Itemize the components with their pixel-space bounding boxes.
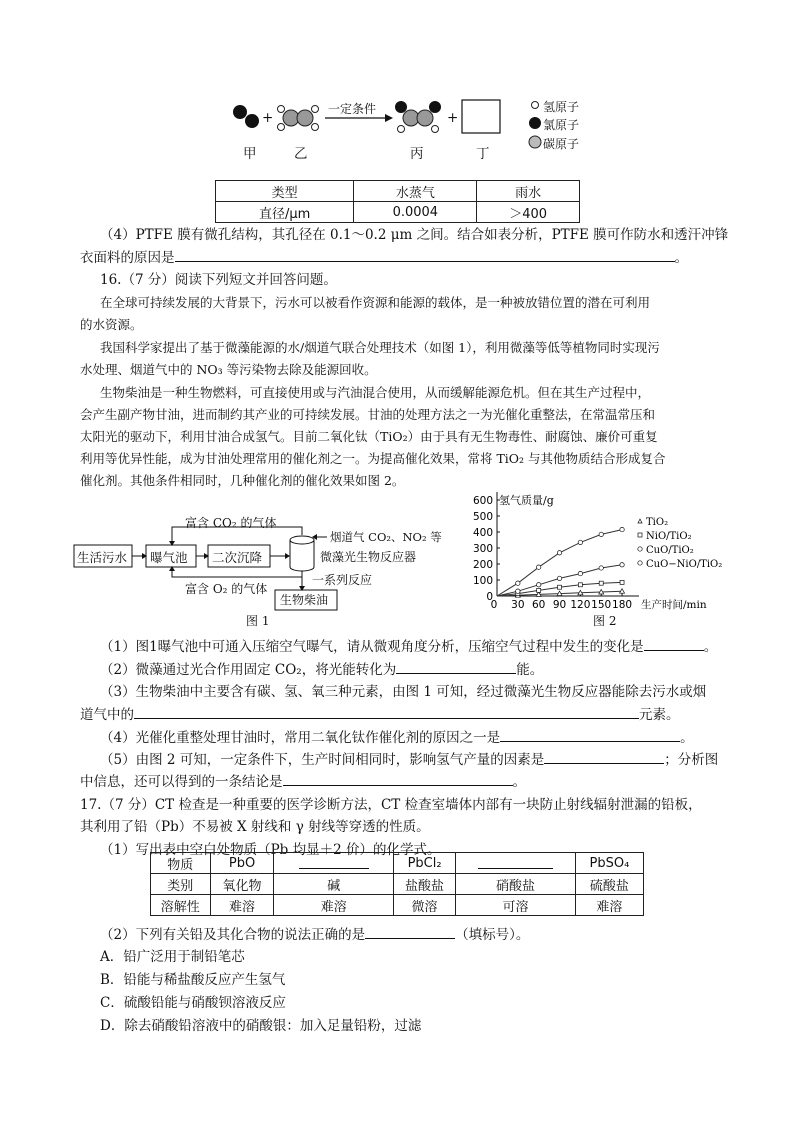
table-cell: 可溶	[456, 895, 576, 916]
data-point	[578, 540, 582, 544]
option-c: C．硫酸铅能与硝酸钡溶液反应	[100, 995, 286, 1011]
q17-q2: （2）下列有关铅及其化合物的说法正确的是 （填标号）。	[100, 924, 754, 945]
table-cell: PbCl₂	[393, 853, 455, 874]
legend-marker	[638, 547, 642, 551]
table-cell: 溶解性	[151, 895, 211, 916]
fig1-caption: 图 1	[246, 614, 270, 628]
label-yi: 乙	[294, 146, 308, 162]
y-tick-label: 500	[472, 511, 493, 523]
answer-blank[interactable]	[134, 704, 639, 719]
q15-4-line2: 衣面料的原因是 。	[80, 247, 754, 268]
q15-4-line1: （4）PTFE 膜有微孔结构，其孔径在 0.1～0.2 μm 之间。结合如表分析，PTFE 膜可作防水和透汗冲锋	[100, 227, 729, 243]
y-tick-label: 400	[472, 527, 493, 539]
x-tick-label: 60	[531, 599, 546, 611]
data-point	[578, 571, 582, 575]
table-cell: 难溶	[575, 895, 643, 916]
table-cell: 硝酸盐	[456, 874, 576, 895]
condition-label: 一定条件	[328, 102, 377, 116]
x-tick-label: 180	[612, 599, 633, 611]
option-d: D．除去硝酸铅溶液中的硝酸银：加入足量铅粉，过滤	[100, 1018, 422, 1034]
plus-2: +	[447, 110, 459, 126]
table-cell: 0.0004	[354, 202, 477, 223]
answer-blank[interactable]	[283, 771, 513, 786]
legend-label: TiO₂	[646, 517, 669, 528]
plus-1: +	[262, 110, 274, 126]
answer-blank[interactable]	[644, 636, 704, 651]
data-point	[536, 565, 540, 569]
q16-q4: （4）光催化重整处理甘油时，常用二氧化钛作催化剂的原因之一是 。	[100, 727, 754, 748]
data-point	[599, 532, 603, 536]
y-tick-label: 200	[472, 559, 493, 571]
q17-q1: （1）写出表中空白处物质（Pb 均显＋2 价）的化学式。	[100, 842, 441, 858]
q16-para1b: 的水资源。	[80, 317, 143, 332]
data-point	[620, 563, 624, 567]
legend-marker	[638, 519, 642, 523]
q16-para3b: 会产生副产物甘油，进而制约其产业的可持续发展。甘油的处理方法之一为光催化重整法，在常温常压和	[80, 407, 656, 422]
fig1-box-sewage: 生活污水	[77, 550, 128, 565]
legend-label: CuO/TiO₂	[646, 545, 694, 556]
legend-hydrogen: 氢原子	[543, 100, 580, 114]
table-header: 类型	[216, 181, 354, 202]
table-cell: 盐酸盐	[393, 874, 455, 895]
data-point	[537, 588, 541, 592]
legend-label: CuO−NiO/TiO₂	[646, 559, 723, 570]
fig1-box-settle: 二次沉降	[212, 550, 263, 565]
data-point	[557, 551, 561, 555]
q16-para3e: 催化剂。其他条件相同时，几种催化剂的催化效果如图 2。	[80, 473, 405, 488]
fig1-o2-gas: 富含 O₂ 的气体	[185, 582, 268, 596]
answer-blank[interactable]	[365, 924, 455, 939]
diameter-table	[215, 180, 580, 223]
fig2-caption: 图 2	[593, 614, 617, 628]
fig1-box-diesel: 生物柴油	[280, 593, 329, 607]
q16-q3b: 道气中的 元素。	[80, 704, 754, 725]
legend-carbon: 碳原子	[543, 137, 580, 151]
q16-q5a: （5）由图 2 可知，一定条件下，生产时间相同时，影响氢气产量的因素是 ；分析图	[100, 749, 754, 770]
q16-q2: （2）微藻通过光合作用固定 CO₂，将光能转化为 能。	[100, 659, 754, 680]
table-cell: 难溶	[274, 895, 394, 916]
option-b: B．铅能与稀盐酸反应产生氢气	[100, 972, 286, 988]
table-cell: 碱	[274, 874, 394, 895]
q16-para2b: 水处理、烟道气中的 NO₃ 等污染物去除及能源回收。	[80, 362, 377, 377]
q17-line1: 17.（7 分）CT 检查是一种重要的医学诊断方法，CT 检查室墙体内部有一块防止射线辐射泄漏的铅板，	[80, 797, 702, 813]
data-point	[516, 581, 520, 585]
table-cell: ＞400	[477, 202, 580, 223]
option-a: A．铅广泛用于制铅笔芯	[100, 949, 245, 965]
table-cell: 硫酸盐	[575, 874, 643, 895]
y-tick-label: 300	[472, 543, 493, 555]
fig1-box-aeration: 曝气池	[150, 550, 188, 565]
x-tick-label: 30	[511, 599, 525, 611]
answer-blank[interactable]	[175, 247, 675, 262]
q16-para3a: 生物柴油是一种生物燃料，可直接使用或与汽油混合使用，从而缓解能源危机。但在其生产过程中，	[100, 385, 651, 400]
y-tick-label: 600	[472, 495, 493, 507]
q16-q3a: （3）生物柴油中主要含有碳、氢、氧三种元素，由图 1 可知，经过微藻光生物反应器能除去污水或烟	[100, 684, 707, 700]
table-header: 水蒸气	[354, 181, 477, 202]
legend-marker	[638, 533, 642, 537]
q16-para3c: 太阳光的驱动下，利用甘油合成氢气。目前二氧化钛（TiO₂）由于具有无生物毒性、耐腐蚀、廉价可重复	[80, 429, 658, 444]
table-cell: PbO	[210, 853, 274, 874]
answer-blank[interactable]	[544, 749, 664, 764]
table-cell: 类别	[151, 874, 211, 895]
table-cell: 直径/μm	[216, 202, 354, 223]
fig1-reactions: 一系列反应	[312, 573, 373, 587]
y-tick-label: 100	[472, 575, 493, 587]
fig1-box-reactor: 微藻光生物反应器	[320, 550, 417, 564]
lead-compounds-table	[150, 852, 644, 916]
x-tick-label: 90	[552, 599, 567, 611]
label-ding: 丁	[476, 146, 490, 162]
data-point	[599, 581, 603, 585]
table-cell: 难溶	[210, 895, 274, 916]
label-bing: 丙	[410, 146, 424, 162]
x-axis-label: 生产时间/min	[641, 599, 707, 611]
label-jia: 甲	[243, 146, 257, 162]
table-cell-blank[interactable]	[456, 853, 576, 874]
legend-label: NiO/TiO₂	[646, 531, 692, 542]
data-point	[599, 566, 603, 570]
fig1-flue-gas: 烟道气 CO₂、NO₂ 等	[330, 530, 442, 544]
q16-q1: （1）图1曝气池中可通入压缩空气曝气，请从微观角度分析，压缩空气过程中发生的变化是 。	[100, 636, 754, 657]
q16-para3d: 利用等优异性能，成为甘油处理常用的催化剂之一。为提高催化效果，常将 TiO₂ 与其他物质结合形成复合	[80, 451, 666, 466]
fig1-co2-gas: 富含 CO₂ 的气体	[185, 516, 277, 530]
q17-line2: 其利用了铅（Pb）不易被 X 射线和 γ 射线等穿透的性质。	[80, 819, 430, 835]
table-header: 雨水	[477, 181, 580, 202]
data-point	[578, 583, 582, 587]
q16-para2a: 我国科学家提出了基于微藻能源的水/烟道气联合处理技术（如图 1），利用微藻等低等植物同时实现污	[100, 340, 660, 355]
table-cell: PbSO₄	[575, 853, 643, 874]
y-axis-label: 氢气质量/g	[499, 494, 554, 507]
table-cell-blank[interactable]	[274, 853, 394, 874]
q16-title: 16.（7 分）阅读下列短文并回答问题。	[100, 272, 337, 288]
table-cell: 氧化物	[210, 874, 274, 895]
table-cell: 微溶	[393, 895, 455, 916]
data-point	[516, 589, 520, 593]
data-point	[620, 527, 624, 531]
origin-label: 0	[490, 599, 498, 611]
x-tick-label: 120	[570, 599, 591, 611]
q16-q5c: 中信息，还可以得到的一条结论是 。	[80, 771, 754, 792]
x-tick-label: 150	[591, 599, 612, 611]
table-cell: 物质	[151, 853, 211, 874]
answer-blank[interactable]	[500, 727, 680, 742]
q16-para1a: 在全球可持续发展的大背景下，污水可以被看作资源和能源的载体，是一种被放错位置的潜在可利用	[100, 295, 651, 310]
hydrogen-chart	[455, 492, 735, 632]
answer-blank[interactable]	[396, 659, 516, 674]
data-point	[620, 580, 624, 584]
data-point	[558, 585, 562, 589]
legend-marker	[638, 561, 642, 565]
y-tick-label: 0	[486, 591, 493, 603]
data-point	[536, 583, 540, 587]
data-point	[557, 576, 561, 580]
legend-chlorine: 氯原子	[543, 118, 580, 132]
